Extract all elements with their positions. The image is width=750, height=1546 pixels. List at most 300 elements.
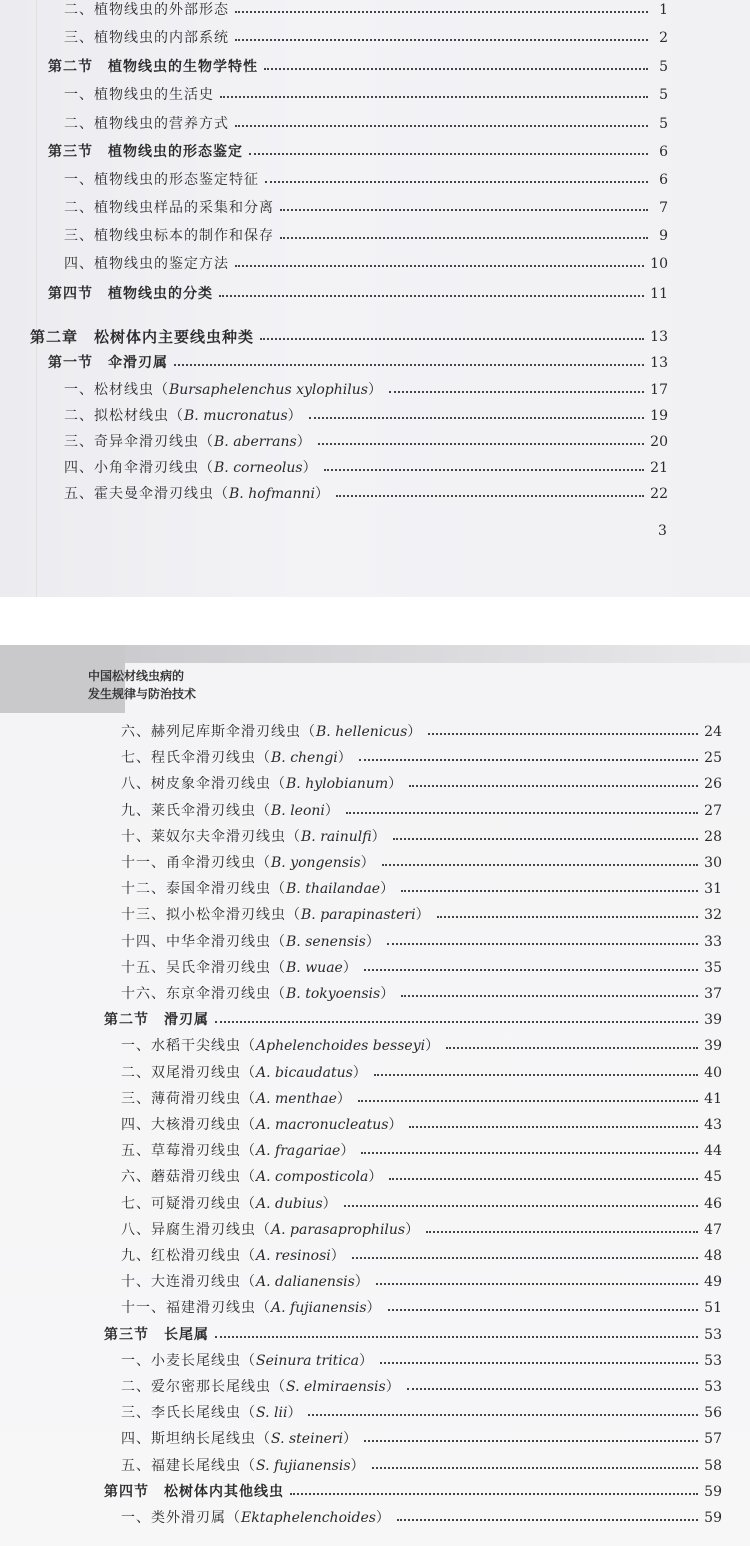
toc-entry-page-number: 37 (704, 986, 722, 1002)
toc-entry[interactable] (121, 1296, 722, 1320)
toc-entry-paren: ） (343, 1431, 359, 1448)
toc-entry-latin-name: A. composticola (256, 1169, 369, 1186)
toc-entry-latin-name: S. elmiraensis (286, 1379, 386, 1395)
toc-entry[interactable] (121, 1375, 722, 1399)
dot-leader (174, 364, 644, 366)
toc-entry-title (104, 1008, 209, 1032)
toc-entry-paren: ） (380, 881, 396, 898)
toc-entry-label: 十三、拟小松伞滑刃线虫（ (121, 907, 301, 924)
toc-entry-title (121, 877, 395, 901)
toc-entry-paren: ） (360, 855, 376, 871)
toc-entry-title (121, 1192, 338, 1216)
toc-entry-title (121, 1139, 355, 1163)
toc-entry-page-number: 5 (659, 116, 668, 132)
toc-entry-latin-name: A. dalianensis (256, 1274, 355, 1291)
toc-entry-label: 第二章 松树体内主要线虫种类 (30, 328, 255, 346)
toc-entry-latin-name: A. parasaprophilus (271, 1221, 406, 1238)
toc-entry-title (121, 1218, 420, 1242)
toc-entry[interactable] (48, 351, 668, 375)
toc-entry-paren: ） (354, 1274, 370, 1291)
toc-entry[interactable] (121, 877, 722, 901)
dot-leader (215, 1021, 698, 1023)
dot-leader (387, 943, 698, 945)
toc-entry-latin-name: B. thailandae (286, 881, 381, 898)
dot-leader (280, 237, 648, 239)
toc-entry-latin-name: S. steineri (271, 1431, 344, 1448)
toc-entry-latin-name: B. parapinasteri (301, 907, 416, 924)
dot-leader (364, 969, 698, 971)
dot-leader (346, 812, 698, 814)
toc-entry[interactable] (121, 1087, 722, 1111)
toc-entry-label: 一、水稻干尖线虫（ (121, 1038, 256, 1055)
toc-entry-paren: ） (342, 959, 358, 976)
toc-entry-page-number: 6 (659, 144, 668, 160)
toc-entry-paren: ） (350, 1457, 366, 1474)
toc-entry-label: 四、大核滑刃线虫（ (121, 1117, 256, 1133)
toc-entry-title (121, 982, 395, 1006)
toc-entry-label: 一、小麦长尾线虫（ (121, 1352, 256, 1369)
toc-entry[interactable] (64, 112, 668, 136)
toc-entry-label: 十六、东京伞滑刃线虫（ (121, 986, 286, 1002)
toc-entry[interactable] (121, 799, 722, 823)
dot-leader (389, 391, 644, 393)
toc-entry-label: 第四节 松树体内其他线虫 (104, 1483, 284, 1500)
toc-entry-page-number: 13 (650, 355, 668, 371)
toc-entry-title (121, 1454, 366, 1478)
toc-entry[interactable] (121, 1113, 722, 1137)
toc-entry-label: 七、可疑滑刃线虫（ (121, 1195, 256, 1212)
page-number: 3 (658, 523, 667, 539)
dot-leader (260, 338, 644, 340)
toc-entry-latin-name: B. chengi (271, 750, 338, 767)
toc-entry-paren: ） (380, 986, 396, 1002)
toc-entry[interactable] (121, 930, 722, 954)
toc-entry-latin-name: B. leoni (271, 802, 325, 819)
dot-leader (397, 1519, 698, 1521)
page-edge-shadow (36, 0, 37, 597)
dot-leader (409, 1126, 698, 1128)
toc-entry[interactable] (121, 1506, 722, 1530)
toc-entry-latin-name: Seinura tritica (256, 1352, 359, 1369)
toc-entry-title (48, 140, 243, 164)
toc-entry-latin-name: B. tokyoensis (286, 986, 381, 1002)
toc-entry[interactable] (121, 982, 722, 1006)
dot-leader (290, 1493, 698, 1495)
toc-entry-page-number: 7 (659, 200, 668, 216)
dot-leader (446, 1047, 698, 1049)
toc-entry-paren: ） (296, 434, 312, 450)
toc-entry-latin-name: B. wuae (286, 959, 343, 976)
toc-entry-title (64, 378, 383, 402)
dot-leader (235, 39, 648, 41)
toc-entry-latin-name: Ektaphelenchoides (241, 1510, 376, 1526)
toc-entry-latin-name: A. resinosi (256, 1248, 331, 1264)
toc-entry-page-number: 31 (704, 881, 722, 898)
running-header (88, 667, 196, 703)
toc-entry-label: 五、草莓滑刃线虫（ (121, 1143, 256, 1160)
toc-entry-label: 六、蘑菇滑刃线虫（ (121, 1169, 256, 1186)
toc-entry[interactable] (121, 1218, 722, 1242)
toc-entry[interactable] (64, 196, 668, 220)
toc-entry-title (121, 1401, 302, 1425)
toc-entry-paren: ） (336, 1090, 352, 1107)
toc-entry-title (121, 903, 431, 927)
toc-entry-title (121, 1034, 440, 1058)
toc-entry-label: 八、树皮象伞滑刃线虫（ (121, 776, 286, 793)
dot-leader (428, 733, 698, 735)
toc-entry-page-number: 53 (704, 1352, 722, 1369)
toc-entry-label: 十一、甬伞滑刃线虫（ (121, 855, 271, 871)
toc-entry-page-number: 49 (704, 1274, 722, 1291)
toc-entry-label: 一、植物线虫的生活史 (64, 87, 214, 103)
toc-entry-latin-name: A. menthae (256, 1090, 337, 1107)
toc-entry-page-number: 47 (704, 1221, 722, 1238)
toc-entry-label: 二、双尾滑刃线虫（ (121, 1064, 256, 1081)
toc-entry-page-number: 33 (704, 933, 722, 950)
toc-entry[interactable] (121, 1270, 722, 1294)
toc-entry[interactable] (64, 83, 668, 107)
toc-entry-title (121, 1165, 383, 1189)
toc-entry-title (64, 482, 330, 506)
dot-leader (336, 495, 644, 497)
toc-entry-page-number: 53 (704, 1379, 722, 1395)
dot-leader (374, 1074, 698, 1076)
toc-entry-page-number: 58 (704, 1457, 722, 1474)
dot-leader (235, 265, 644, 267)
toc-entry-paren: ） (367, 382, 383, 398)
dot-leader (380, 1362, 698, 1364)
toc-entry-label: 三、植物线虫的内部系统 (64, 30, 229, 46)
toc-entry[interactable] (121, 1401, 722, 1425)
toc-entry-title (30, 325, 254, 349)
dot-leader (382, 864, 699, 866)
dot-leader (437, 916, 699, 918)
toc-entry-paren: ） (375, 1510, 391, 1526)
toc-entry-label: 三、奇异伞滑刃线虫（ (64, 434, 214, 450)
toc-entry-paren: ） (322, 1195, 338, 1212)
toc-entry-title (121, 1061, 368, 1085)
toc-entry-title (48, 55, 258, 79)
dot-leader (235, 125, 648, 127)
toc-entry[interactable] (64, 482, 668, 506)
toc-entry-page-number: 5 (659, 87, 668, 103)
toc-entry-label: 二、植物线虫的营养方式 (64, 116, 229, 132)
toc-entry-page-number: 28 (704, 828, 722, 845)
dot-leader (358, 1100, 698, 1102)
toc-entry[interactable] (48, 55, 668, 79)
toc-entry-latin-name: Bursaphelenchus xylophilus (169, 382, 368, 398)
toc-entry[interactable] (64, 456, 668, 480)
page-gap (0, 597, 750, 645)
toc-entry-label: 十、大连滑刃线虫（ (121, 1274, 256, 1291)
toc-entry-latin-name: B. corneolus (214, 460, 303, 476)
toc-entry-title (104, 1323, 209, 1347)
toc-entry-latin-name: A. macronucleatus (256, 1117, 389, 1133)
toc-entry-title (64, 430, 312, 454)
toc-entry-latin-name: A. fragariae (256, 1143, 341, 1160)
toc-entry[interactable] (121, 1061, 722, 1085)
toc-entry-title (64, 0, 229, 22)
toc-entry-page-number: 24 (704, 724, 722, 740)
toc-entry-page-number: 26 (704, 776, 722, 793)
toc-entry[interactable] (64, 0, 668, 22)
toc-entry-label: 三、植物线虫标本的制作和保存 (64, 228, 274, 244)
toc-entry-paren: ） (388, 1117, 404, 1133)
toc-entry-title (121, 772, 403, 796)
dot-leader (401, 995, 698, 997)
dot-leader (280, 209, 648, 211)
toc-entry-title (64, 196, 274, 220)
toc-entry-label: 八、异腐生滑刃线虫（ (121, 1221, 271, 1238)
toc-entry[interactable] (121, 1139, 722, 1163)
dot-leader (352, 1257, 698, 1259)
dot-leader (389, 1178, 698, 1180)
toc-entry-paren: ） (314, 486, 330, 502)
toc-entry-paren: ） (324, 802, 340, 819)
toc-entry-page-number: 41 (704, 1090, 722, 1107)
toc-entry-page-number: 13 (650, 329, 668, 345)
toc-entry-title (121, 930, 381, 954)
toc-entry-title (121, 1087, 352, 1111)
toc-entry-label: 四、植物线虫的鉴定方法 (64, 256, 229, 272)
toc-entry-label: 一、松材线虫（ (64, 382, 169, 398)
dot-leader (344, 1205, 699, 1207)
toc-entry[interactable] (121, 1192, 722, 1216)
toc-entry-title (121, 746, 353, 770)
toc-entry[interactable] (64, 26, 668, 50)
toc-entry-paren: ） (365, 933, 381, 950)
toc-entry-page-number: 56 (704, 1405, 722, 1422)
toc-entry-latin-name: B. aberrans (214, 434, 297, 450)
toc-entry-page-number: 27 (704, 802, 722, 819)
toc-entry-title (121, 825, 387, 849)
toc-entry[interactable] (121, 1349, 722, 1373)
dot-leader (426, 1231, 698, 1233)
toc-entry-paren: ） (340, 1143, 356, 1160)
toc-entry-latin-name: A. fujianensis (271, 1300, 367, 1317)
toc-entry-label: 二、植物线虫的外部形态 (64, 2, 229, 18)
dot-leader (264, 68, 648, 70)
dot-leader (308, 1414, 698, 1416)
toc-entry-title (64, 83, 214, 107)
toc-entry-page-number: 19 (650, 408, 668, 424)
toc-entry[interactable] (121, 1165, 722, 1189)
toc-entry-page-number: 45 (704, 1169, 722, 1186)
dot-leader (376, 1283, 698, 1285)
toc-entry[interactable] (64, 378, 668, 402)
dot-leader (359, 759, 698, 761)
toc-entry-page-number: 5 (659, 59, 668, 75)
toc-entry-page-number: 57 (704, 1431, 722, 1448)
toc-entry-page-number: 20 (650, 434, 668, 450)
toc-entry-label: 第一节 伞滑刃属 (48, 355, 168, 371)
toc-entry-label: 九、红松滑刃线虫（ (121, 1248, 256, 1264)
toc-entry-title (64, 26, 229, 50)
toc-entry-title (104, 1480, 284, 1504)
toc-entry-title (64, 404, 303, 428)
toc-entry-title (121, 1427, 358, 1451)
toc-entry-title (64, 112, 229, 136)
toc-entry-paren: ） (368, 1169, 384, 1186)
toc-entry[interactable] (121, 1454, 722, 1478)
toc-entry-latin-name: B. hellenicus (316, 724, 408, 740)
toc-entry-title (64, 252, 229, 276)
toc-entry-paren: ） (287, 1405, 303, 1422)
toc-page-top (0, 0, 750, 597)
toc-entry-page-number: 35 (704, 959, 722, 976)
toc-entry-title (121, 1270, 370, 1294)
toc-page-bottom (0, 645, 750, 1546)
toc-entry-paren: ） (358, 1352, 374, 1369)
toc-entry-label: 第三节 长尾属 (104, 1326, 209, 1343)
dot-leader (309, 417, 645, 419)
toc-entry[interactable] (121, 746, 722, 770)
toc-entry[interactable] (121, 772, 722, 796)
toc-entry-label: 第二节 植物线虫的生物学特性 (48, 59, 258, 75)
toc-entry-label: 五、霍夫曼伞滑刃线虫（ (64, 486, 229, 502)
toc-entry-paren: ） (302, 460, 318, 476)
toc-entry-label: 第四节 植物线虫的分类 (48, 286, 213, 302)
toc-entry-label: 十四、中华伞滑刃线虫（ (121, 933, 286, 950)
toc-entry-page-number: 17 (650, 382, 668, 398)
toc-entry-label: 一、植物线虫的形态鉴定特征 (64, 172, 259, 188)
toc-entry[interactable] (64, 404, 668, 428)
toc-entry[interactable] (121, 851, 722, 875)
toc-entry[interactable] (64, 168, 668, 192)
dot-leader (318, 443, 644, 445)
toc-entry-page-number: 30 (704, 855, 722, 871)
toc-entry[interactable] (121, 1427, 722, 1451)
dot-leader (235, 11, 648, 13)
toc-entry-label: 十一、福建滑刃线虫（ (121, 1300, 271, 1317)
toc-entry-page-number: 2 (659, 30, 668, 46)
dot-leader (361, 1152, 698, 1154)
toc-entry-page-number: 6 (659, 172, 668, 188)
toc-entry-page-number: 44 (704, 1143, 722, 1160)
dot-leader (407, 1388, 698, 1390)
toc-entry-paren: ） (425, 1038, 441, 1055)
toc-entry-page-number: 46 (704, 1195, 722, 1212)
toc-entry-label: 十、莱奴尔夫伞滑刃线虫（ (121, 828, 301, 845)
toc-entry-latin-name: Aphelenchoides besseyi (256, 1038, 426, 1055)
toc-entry-latin-name: B. hylobianum (286, 776, 389, 793)
toc-entry-paren: ） (385, 1379, 401, 1395)
toc-entry-paren: ） (388, 776, 404, 793)
toc-entry-label: 九、莱氏伞滑刃线虫（ (121, 802, 271, 819)
toc-entry-label: 二、爱尔密那长尾线虫（ (121, 1379, 286, 1395)
toc-entry-page-number: 39 (704, 1012, 722, 1029)
toc-entry-label: 一、类外滑刃属（ (121, 1510, 241, 1526)
running-header-line1: 中国松材线虫病的 (88, 669, 185, 683)
toc-entry-title (121, 1506, 391, 1530)
toc-entry-page-number: 39 (704, 1038, 722, 1055)
toc-entry-page-number: 21 (650, 460, 668, 476)
toc-entry-label: 六、赫列尼库斯伞滑刃线虫（ (121, 724, 316, 740)
toc-entry[interactable] (48, 282, 668, 306)
toc-entry-paren: ） (330, 1248, 346, 1264)
toc-entry[interactable] (104, 1480, 722, 1504)
toc-entry-title (121, 1244, 346, 1268)
dot-leader (249, 153, 648, 155)
toc-entry[interactable] (64, 224, 668, 248)
toc-entry-title (48, 282, 213, 306)
toc-entry-label: 三、李氏长尾线虫（ (121, 1405, 256, 1422)
toc-entry[interactable] (48, 140, 668, 164)
toc-entry-label: 四、斯坦纳长尾线虫（ (121, 1431, 271, 1448)
toc-entry-latin-name: A. bicaudatus (256, 1064, 353, 1081)
toc-entry-page-number: 10 (650, 256, 668, 272)
toc-entry-title (64, 168, 259, 192)
toc-entry-latin-name: B. rainulfi (301, 828, 372, 845)
dot-leader (265, 181, 648, 183)
dot-leader (372, 1467, 699, 1469)
toc-entry-paren: ） (405, 1221, 421, 1238)
toc-entry-title (64, 456, 318, 480)
toc-entry[interactable] (121, 825, 722, 849)
toc-entry-title (121, 851, 376, 875)
toc-entry-label: 二、植物线虫样品的采集和分离 (64, 200, 274, 216)
toc-entry-paren: ） (371, 828, 387, 845)
toc-entry-page-number: 51 (704, 1300, 722, 1317)
toc-entry-paren: ） (352, 1064, 368, 1081)
toc-entry[interactable] (121, 903, 722, 927)
toc-entry-label: 三、薄荷滑刃线虫（ (121, 1090, 256, 1107)
toc-entry-paren: ） (415, 907, 431, 924)
toc-entry-label: 十五、吴氏伞滑刃线虫（ (121, 959, 286, 976)
toc-entry[interactable] (121, 1034, 722, 1058)
toc-entry[interactable] (104, 1323, 722, 1347)
toc-entry[interactable] (121, 1244, 722, 1268)
toc-entry-label: 十二、泰国伞滑刃线虫（ (121, 881, 286, 898)
dot-leader (219, 295, 644, 297)
toc-entry-title (48, 351, 168, 375)
toc-entry-title (121, 1375, 401, 1399)
toc-entry[interactable] (104, 1008, 722, 1032)
toc-entry-title (121, 1296, 382, 1320)
toc-entry[interactable] (121, 956, 722, 980)
toc-entry-latin-name: B. senensis (286, 933, 366, 950)
toc-entry[interactable] (64, 430, 668, 454)
toc-entry-page-number: 11 (650, 286, 668, 302)
toc-entry-label: 第二节 滑刃属 (104, 1012, 209, 1029)
toc-entry-page-number: 9 (659, 228, 668, 244)
toc-entry[interactable] (30, 325, 668, 349)
toc-entry[interactable] (121, 720, 722, 744)
toc-entry-label: 四、小角伞滑刃线虫（ (64, 460, 214, 476)
toc-entry-page-number: 59 (704, 1510, 722, 1526)
dot-leader (324, 469, 645, 471)
toc-entry[interactable] (64, 252, 668, 276)
running-header-line2: 发生规律与防治技术 (88, 687, 197, 701)
toc-entry-title (121, 720, 422, 744)
toc-entry-page-number: 53 (704, 1326, 722, 1343)
toc-entry-page-number: 48 (704, 1248, 722, 1264)
dot-leader (393, 838, 699, 840)
toc-entry-page-number: 32 (704, 907, 722, 924)
toc-entry-label: 二、拟松材线虫（ (64, 408, 184, 424)
toc-entry-latin-name: S. fujianensis (256, 1457, 351, 1474)
toc-entry-title (121, 1113, 403, 1137)
toc-entry-latin-name: B. mucronatus (184, 408, 288, 424)
toc-entry-page-number: 43 (704, 1117, 722, 1133)
toc-entry-latin-name: S. lii (256, 1405, 288, 1422)
toc-entry-page-number: 25 (704, 750, 722, 767)
toc-entry-page-number: 22 (650, 486, 668, 502)
toc-entry-page-number: 40 (704, 1064, 722, 1081)
toc-entry-paren: ） (337, 750, 353, 767)
dot-leader (215, 1336, 698, 1338)
dot-leader (388, 1309, 699, 1311)
